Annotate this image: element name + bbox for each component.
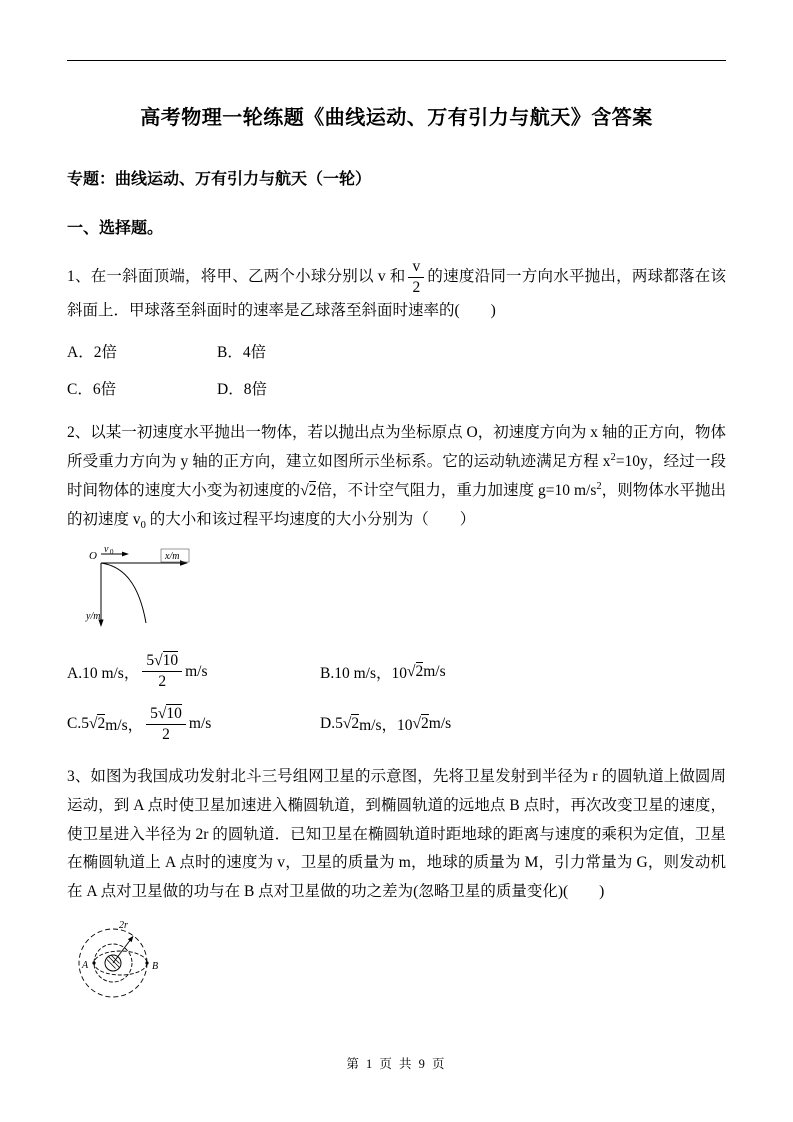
q1-fraction: [408, 258, 424, 297]
q2-option-a: A.10 m/s， $\frac{5√10}{2}$ m/s: [67, 652, 208, 691]
origin-label: O: [89, 550, 97, 563]
radius-2r-arrow-head-icon: [128, 936, 134, 942]
point-b-marker: [145, 961, 148, 964]
topic-heading: 专题：曲线运动、万有引力与航天（一轮）: [67, 171, 372, 188]
q1-option-b: B．4倍: [217, 344, 267, 362]
q2-text-run1: 2、以某一初速度水平抛出一物体，若以抛出点为坐标原点 O，初速度方向为 x 轴的正方向，物体所受重力方向为 y 轴的正方向，建立如图所示坐标系。它的运动轨迹满足方程 x: [67, 424, 726, 471]
q2-text-run4: ，则物体水平抛出的初速度 v: [67, 481, 726, 528]
q1-option-c: C．6倍: [67, 381, 117, 399]
q2-sqrt2: √2: [300, 481, 317, 499]
question-2: [67, 419, 726, 743]
orbit-figure: [67, 915, 726, 1015]
q2-text-run5: 的大小和该过程平均速度的大小分别为（ ）: [145, 510, 476, 528]
q2-options-row-cd: [67, 705, 726, 744]
q1-options-row-cd: [67, 377, 726, 399]
point-a-marker: [92, 961, 95, 964]
page-title: 高考物理一轮练题《曲线运动、万有引力与航天》含答案: [140, 107, 653, 129]
v0-sub-label: 0: [110, 548, 114, 557]
section-heading: 一、选择题。: [67, 220, 164, 237]
orbit-figure-svg: [67, 915, 167, 1010]
q2-option-c-fraction: $\frac{5√10}{2}$: [146, 705, 186, 744]
projectile-figure-svg: [85, 545, 203, 633]
page-number-footer: 第 1 页 共 9 页: [346, 1057, 447, 1071]
question-3-text: 3、如图为我国成功发射北斗三号组网卫星的示意图，先将卫星发射到半径为 r 的圆轨道上做圆周运动，到 A 点时使卫星加速进入椭圆轨道，到椭圆轨道的远地点 B 点时，再次改变卫星的速度，使卫星进入半径为 2r 的圆轨道．已知卫星在椭圆轨道时距地球的距离与速度的乘积为定值，卫星在椭圆轨道上 A 点时的速度为 v，卫星的质量为 m，地球的质量为 M，引力常量为 G，则发动机在 A 点对卫星做的功与在 B 点对卫星做的功之差为(忽略卫星的质量变化)( ): [67, 768, 726, 901]
radius-2r-label: 2r: [119, 919, 128, 931]
v0-arrow-head-icon: [122, 552, 129, 557]
q1-fraction-numerator: v: [408, 258, 424, 278]
question-1: [67, 258, 726, 399]
q1-text-run2: 的速度沿同一方向水平抛出，两球都落在该斜面上．甲球落至斜面时的速率是乙球落至斜面时速率的( ): [67, 267, 726, 319]
q2-text-run2: =10y，经过一段时间物体的速度大小变为初速度的: [67, 453, 726, 499]
q2-option-c: C.5 √2 m/s， $\frac{5√10}{2}$ m/s: [67, 704, 212, 743]
q2-exponent-2: 2: [596, 480, 602, 492]
q1-option-d: D．8倍: [217, 381, 267, 399]
q2-v0-subscript: 0: [140, 519, 146, 531]
q2-option-a-fraction: $\frac{5√10}{2}$: [142, 652, 182, 691]
question-3: [67, 763, 726, 1014]
q2-exponent: 2: [610, 451, 616, 463]
question-1-text: [67, 258, 726, 325]
q2-option-b: B.10 m/s，10 √2 m/s: [320, 662, 446, 682]
q2-option-d: D.5 √2 m/s，10 √2 m/s: [320, 715, 452, 735]
x-axis-arrow-icon: [180, 560, 188, 566]
y-axis-label: y/m: [86, 611, 101, 623]
q1-option-a: A．2倍: [67, 344, 117, 362]
projectile-figure: [85, 545, 726, 638]
top-divider: [67, 60, 726, 61]
point-b-label: B: [152, 960, 159, 972]
question-2-text: [67, 419, 726, 535]
point-a-label: A: [82, 959, 89, 971]
q2-options-row-ab: [67, 652, 726, 691]
radius-2r-arrow: [113, 939, 131, 963]
q1-options-row-ab: [67, 340, 726, 362]
q1-fraction-denominator: 2: [412, 278, 421, 296]
q2-text-run3: 倍，不计空气阻力，重力加速度 g=10 m/s: [316, 481, 597, 499]
x-axis-label: x/m: [165, 551, 180, 563]
v0-label: v: [104, 545, 109, 556]
q1-text-run1: 1、在一斜面顶端，将甲、乙两个小球分别以 v 和: [67, 267, 406, 285]
trajectory-curve: [101, 563, 146, 623]
